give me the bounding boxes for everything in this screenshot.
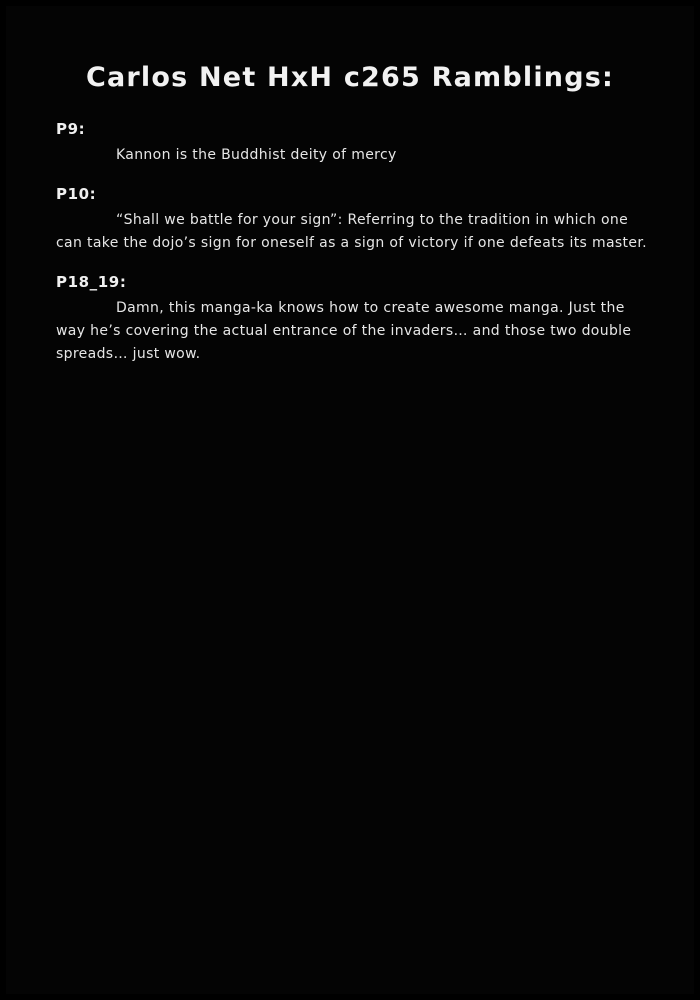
note-page-label: P18_19: [56, 273, 127, 292]
note-text: “Shall we battle for your sign”: Referring to the tradition in which one can take the dojo’s sign for oneself as a sign of victory if one defeats its master. [56, 212, 647, 252]
note-page-label: P10: [56, 185, 97, 204]
note-page-label: P9: [56, 120, 86, 138]
notes-list [56, 120, 656, 385]
note-text: Kannon is the Buddhist deity of mercy [116, 147, 397, 163]
page-title: Carlos Net HxH c265 Ramblings: [85, 62, 614, 93]
note-entry [56, 185, 656, 255]
note-entry [56, 120, 656, 167]
note-text: Damn, this manga-ka knows how to create awesome manga. Just the way he’s covering the actual entrance of the invaders… and those two double spreads… just wow. [56, 300, 632, 363]
note-entry [56, 273, 656, 366]
